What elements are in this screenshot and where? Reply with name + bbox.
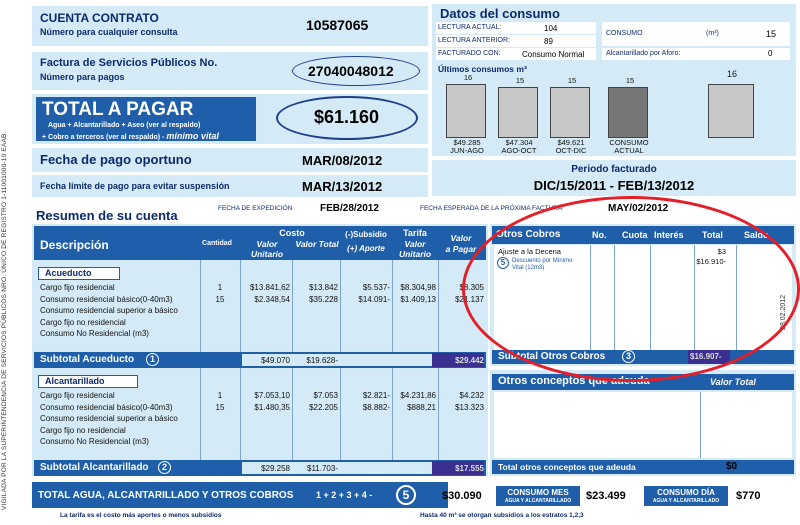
- col-pagar-1: Valor: [450, 233, 472, 243]
- consumo-bar: [446, 84, 486, 138]
- footer-total-value: $30.090: [442, 490, 482, 502]
- footer-five-badge: 5: [396, 485, 416, 505]
- fecha-pago-label: Fecha de pago oportuno: [40, 152, 192, 167]
- row-cell: 15: [215, 294, 225, 304]
- num-5-badge: 5: [497, 257, 509, 269]
- facturado-value: Consumo Normal: [522, 50, 585, 59]
- col-tarifa: Tarifa: [403, 228, 427, 238]
- row-label: Consumo residencial básico(0-40m3): [40, 294, 173, 304]
- col-costo-vu: Valor Unitario: [250, 239, 284, 259]
- fecha-limite-value: MAR/13/2012: [302, 179, 383, 194]
- alcant-aforo-row: [602, 48, 790, 60]
- row-cell: 15: [215, 402, 225, 412]
- bar-cat-line1: $49.285: [453, 138, 481, 147]
- periodo-value: DIC/15/2011 - FEB/13/2012: [533, 178, 695, 193]
- bar-cat-line1: $49.621: [557, 138, 585, 147]
- footer-total-label: TOTAL AGUA, ALCANTARILLADO Y OTROS COBROS: [38, 490, 294, 501]
- factura-label: Factura de Servicios Públicos No.: [40, 57, 218, 69]
- otros-col-interes: Interés: [654, 230, 684, 240]
- contrato-label: CUENTA CONTRATO: [40, 11, 159, 25]
- contrato-number: 10587065: [306, 17, 369, 33]
- expedicion-value: FEB/28/2012: [320, 203, 379, 214]
- otros-col-saldo: Saldo: [744, 230, 769, 240]
- fecha-pago-value: MAR/08/2012: [302, 153, 383, 168]
- num-1-badge: 1: [146, 353, 159, 366]
- total-box: [32, 94, 428, 144]
- row-label: Cargo fijo residencial: [40, 283, 115, 292]
- resumen-title: Resumen de su cuenta: [36, 208, 178, 223]
- col-descripcion: Descripción: [40, 238, 109, 252]
- consumo-dia-box: [644, 486, 728, 506]
- subtotal-acueducto-pagar: $29.442: [455, 356, 484, 365]
- fecha-limite-box: [32, 175, 428, 197]
- row-cell: 1: [217, 391, 223, 400]
- consumo-label: CONSUMO: [606, 30, 643, 37]
- contrato-sub: Número para cualquier consulta: [40, 27, 178, 37]
- otros-row2-value: $16.910-: [696, 257, 726, 266]
- row-label: Cargo fijo no residencial: [40, 317, 126, 327]
- subtotal-alcantarillado-vt: $29.258: [261, 464, 290, 473]
- lectura-anterior-row: [436, 35, 596, 47]
- row-cell: $1.409,13: [400, 294, 436, 304]
- date-stamp: 28.02.2012: [780, 294, 787, 330]
- row-cell: $13.841,62: [249, 283, 290, 292]
- bar-cat-line1: CONSUMO: [609, 138, 649, 147]
- alcantarillado-tag: Alcantarillado: [38, 375, 138, 388]
- otros-col-cuota: Cuota: [622, 230, 648, 240]
- row-cell: $13.842: [309, 283, 338, 292]
- row-cell: $14.091-: [358, 294, 390, 304]
- row-cell: $35.228: [309, 294, 338, 304]
- row-cell: $2.348,54: [254, 294, 290, 304]
- bar-cat-line2: AGO-OCT: [501, 146, 537, 155]
- total-label-panel: [36, 97, 256, 141]
- col-cantidad: Cantidad: [202, 240, 232, 247]
- facturado-row: [436, 48, 596, 60]
- footer-note-1: La tarifa es el costo más aportes o menos subsidios: [60, 512, 222, 519]
- lectura-anterior-value: 89: [544, 37, 553, 46]
- adeuda-label: Otros conceptos que adeuda: [498, 375, 650, 387]
- row-label: Consumo residencial superior a básico: [40, 306, 178, 315]
- row-cell: $5.537-: [362, 283, 390, 292]
- col-costo: Costo: [279, 228, 305, 238]
- bar-category-label: [546, 139, 596, 155]
- expedicion-label: FECHA DE EXPEDICIÓN: [218, 205, 293, 212]
- footer-formula: 1 + 2 + 3 + 4 -: [316, 490, 373, 500]
- consumo-mes-box: [496, 486, 580, 506]
- consumo-bar: [608, 87, 648, 138]
- lectura-actual-row: [436, 22, 596, 34]
- consumo-dia-label: CONSUMO DÍA: [657, 488, 715, 497]
- subtotal-alcantarillado-pagar: $17.555: [455, 464, 484, 473]
- total-label: TOTAL A PAGAR: [42, 99, 194, 120]
- col-costo-vt: Valor Total: [295, 239, 339, 249]
- bar-extra-value: 16: [726, 69, 737, 79]
- periodo-box: [432, 160, 796, 196]
- fecha-pago-box: [32, 148, 428, 172]
- adeuda-total-value: $0: [726, 461, 738, 472]
- row-label: Cargo fijo residencial: [40, 391, 115, 400]
- ultimos-consumos-label: Últimos consumos m³: [438, 64, 527, 74]
- periodo-label: Periodo facturado: [571, 164, 657, 175]
- row-label: Cargo fijo no residencial: [40, 425, 126, 435]
- footer-note-2: Hasta 40 m³ se otorgan subsidios a los estratos 1,2,3: [420, 512, 584, 519]
- consumo-mes-value: $23.499: [586, 490, 626, 502]
- bar-value-label: 15: [625, 76, 635, 85]
- alcant-aforo-value: 0: [768, 49, 773, 58]
- bar-value-label: 16: [463, 73, 473, 82]
- side-legal-text: VIGILADA POR LA SUPERINTENDENCIA DE SERVICIOS PÚBLICOS NRO. ÚNICO DE REGISTRO 1-11001000-10 EAAB.: [1, 131, 8, 510]
- factura-sub: Número para pagos: [40, 72, 125, 82]
- consumo-panel: [432, 4, 796, 156]
- lectura-anterior-label: LECTURA ANTERIOR:: [438, 37, 510, 44]
- num-3-badge: 3: [622, 350, 635, 363]
- row-label: Consumo No Residencial (m3): [40, 329, 149, 338]
- row-cell: $8.882-: [362, 402, 390, 412]
- adeuda-valor-label: Valor Total: [710, 377, 756, 387]
- subtotal-acueducto-label: Subtotal Acueducto: [40, 354, 135, 365]
- otros-col-total: Total: [702, 230, 723, 240]
- subtotal-otros-label: Subtotal Otros Cobros: [498, 351, 606, 362]
- footer-total-bar: [32, 482, 448, 508]
- total-line2: [42, 131, 219, 141]
- row-label: Consumo residencial básico(0-40m3): [40, 402, 173, 412]
- consumo-dia-value: $770: [736, 490, 761, 502]
- bar-cat-line2: OCT-DIC: [555, 146, 587, 155]
- consumo-mes-sub: AGUA Y ALCANTARILLADO: [504, 498, 572, 504]
- subtotal-alcantarillado-sub: $11.703-: [307, 464, 338, 473]
- col-aporte: (+) Aporte: [347, 244, 385, 253]
- bar-value-label: 15: [567, 76, 577, 85]
- adeuda-total-label: Total otros conceptos que adeuda: [498, 462, 636, 472]
- factura-number: 27040048012: [308, 63, 394, 79]
- otros-row2-label: Descuento por Mínimo Vital (12m3): [512, 258, 573, 271]
- facturado-label: FACTURADO CON:: [438, 50, 501, 57]
- consumo-title: Datos del consumo: [440, 6, 560, 21]
- subtotal-alcantarillado-label: Subtotal Alcantarillado: [40, 462, 149, 473]
- proxima-value: MAY/02/2012: [608, 203, 669, 214]
- alcant-aforo-label: Alcantarillado por Aforo:: [606, 50, 681, 57]
- row-cell: $8.304,98: [400, 283, 436, 292]
- acueducto-tag: Acueducto: [38, 267, 120, 280]
- consumo-bar: [498, 87, 538, 138]
- subtotal-acueducto-sub: $19.628-: [306, 356, 338, 365]
- red-annotation-circle: [462, 196, 800, 382]
- consumo-value: 15: [766, 29, 777, 39]
- col-tarifa-vu: Valor Unitario: [398, 239, 432, 259]
- row-cell: $8.305: [459, 283, 484, 292]
- lectura-actual-value: 104: [544, 24, 558, 33]
- row-cell: $7.053: [313, 391, 338, 400]
- bar-category-label: [494, 139, 544, 155]
- consumo-dia-sub: AGUA Y ALCANTARILLADO: [652, 498, 720, 504]
- otros-row1-value: $3: [717, 247, 726, 256]
- row-cell: $22.205: [309, 402, 338, 412]
- row-cell: $2.821-: [362, 391, 390, 400]
- num-2-badge: 2: [158, 461, 171, 474]
- row-cell: $21.137: [455, 294, 484, 304]
- row-cell: $888,21: [407, 402, 436, 412]
- consumos-chart: [432, 70, 796, 156]
- bar-cat-line2: ACTUAL: [614, 146, 644, 155]
- consumo-bar-extra: [708, 84, 754, 138]
- minimo-vital-text: mínimo vital: [166, 131, 219, 141]
- fecha-limite-label: Fecha límite de pago para evitar suspensión: [40, 181, 230, 191]
- subtotal-acueducto-vt: $49.070: [261, 356, 290, 365]
- bar-value-label: 15: [515, 76, 525, 85]
- consumo-unit: (m³): [706, 30, 719, 37]
- row-cell: $4.231,86: [400, 391, 436, 400]
- bar-cat-line2: JUN-AGO: [450, 146, 484, 155]
- bar-category-label: [442, 139, 492, 155]
- row-cell: $1.480,35: [254, 402, 290, 412]
- consumo-bar: [550, 87, 590, 138]
- total-value: $61.160: [314, 107, 380, 127]
- bar-category-label: [604, 139, 654, 155]
- col-pagar-2: a Pagar: [445, 244, 477, 254]
- row-cell: $4.232: [459, 391, 484, 400]
- total-line1: Agua + Alcantarillado + Aseo (ver al respaldo): [48, 122, 201, 129]
- contrato-box: [32, 6, 428, 46]
- lectura-actual-label: LECTURA ACTUAL:: [438, 24, 502, 31]
- total-line2-text: + Cobro a terceros (ver al respaldo) -: [42, 134, 165, 141]
- otros-cobros-title: Otros Cobros: [496, 229, 561, 240]
- factura-box: [32, 52, 428, 90]
- otros-row1-label: Ajuste a la Decena: [498, 247, 561, 256]
- row-label: Consumo residencial superior a básico: [40, 414, 178, 423]
- col-subsidio: (-)Subsidio: [345, 230, 387, 239]
- row-cell: $7.053,10: [254, 391, 290, 400]
- consumo-mes-label: CONSUMO MES: [507, 488, 569, 497]
- consumo-row: [602, 22, 790, 46]
- table-header: [34, 226, 486, 260]
- bar-cat-line1: $47.304: [505, 138, 533, 147]
- adeuda-total-row: [492, 460, 794, 474]
- row-cell: 1: [217, 283, 223, 292]
- row-label: Consumo No Residencial (m3): [40, 437, 149, 446]
- row-cell: $13.323: [455, 402, 484, 412]
- otros-col-no: No.: [592, 230, 607, 240]
- proxima-label: FECHA ESPERADA DE LA PRÓXIMA FACTURA: [420, 205, 563, 212]
- subtotal-otros-value: $16.907-: [690, 352, 722, 361]
